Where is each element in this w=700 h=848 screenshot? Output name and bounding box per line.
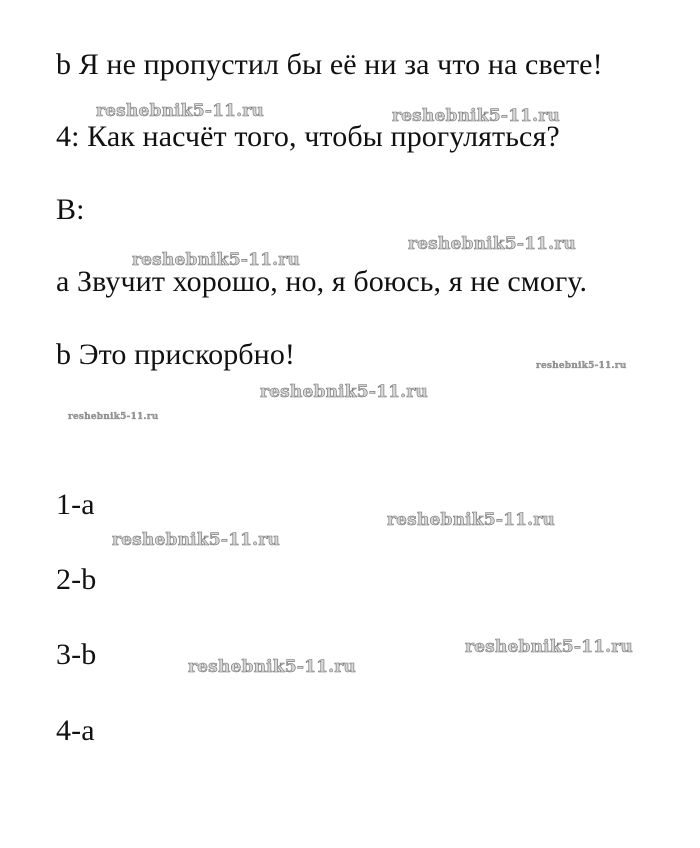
text-line: b Я не пропустил бы её ни за что на свете! <box>56 48 603 81</box>
watermark: reshebnik5-11.ru <box>408 234 576 254</box>
watermark: reshebnik5-11.ru <box>96 101 264 121</box>
text-line: 4: Как насчёт того, чтобы прогуляться? <box>56 120 560 153</box>
watermark: reshebnik5-11.ru <box>387 510 555 530</box>
watermark: reshebnik5-11.ru <box>188 657 356 677</box>
text-line: b Это прискорбно! <box>56 338 296 371</box>
watermark: reshebnik5-11.ru <box>112 530 280 550</box>
watermark: reshebnik5-11.ru <box>68 412 159 422</box>
watermark: reshebnik5-11.ru <box>465 637 633 657</box>
watermark: reshebnik5-11.ru <box>392 106 560 126</box>
watermark: reshebnik5-11.ru <box>132 250 300 270</box>
answer-line: 1-a <box>56 488 95 521</box>
answer-line: 4-a <box>56 714 95 747</box>
text-line: B: <box>56 193 85 226</box>
answer-line: 2-b <box>56 563 97 596</box>
answer-line: 3-b <box>56 638 97 671</box>
watermark: reshebnik5-11.ru <box>536 361 627 371</box>
watermark: reshebnik5-11.ru <box>260 382 428 402</box>
text-line: a Звучит хорошо, но, я боюсь, я не смогу. <box>56 265 588 298</box>
